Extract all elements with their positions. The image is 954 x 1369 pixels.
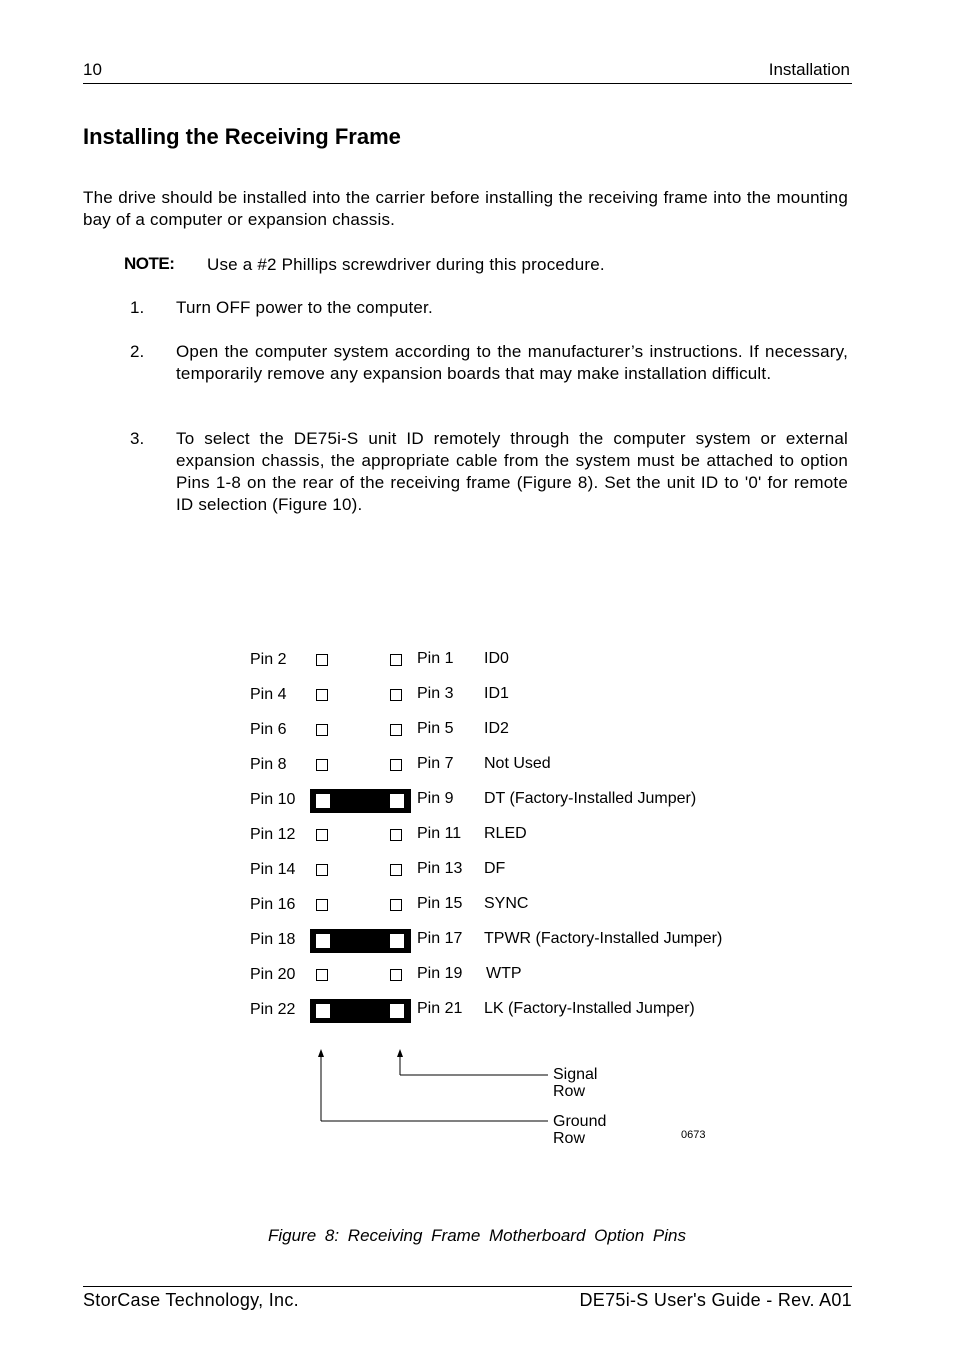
pin-function: RLED [484,825,527,842]
pin-label-ground: Pin 12 [250,826,296,843]
step-number: 2. [130,342,145,361]
note-label: NOTE: [124,254,175,273]
pin-label-signal: Pin 7 [417,755,454,772]
pin-label-signal: Pin 13 [417,860,463,877]
pin-function: WTP [486,965,522,982]
pin-label-ground: Pin 8 [250,756,287,773]
pin-label-signal: Pin 11 [417,825,462,842]
footer-doc-title: DE75i-S User's Guide - Rev. A01 [579,1290,852,1310]
pin-function: ID1 [484,685,509,702]
pin-label-ground: Pin 10 [250,791,296,808]
pin-label-signal: Pin 5 [417,720,454,737]
pin-function: LK (Factory-Installed Jumper) [484,1000,695,1017]
pin-function: SYNC [484,895,529,912]
pin-function: TPWR (Factory-Installed Jumper) [484,930,723,947]
pin-label-ground: Pin 16 [250,896,296,913]
pin-label-ground: Pin 6 [250,721,287,738]
section-title: Installation [768,60,850,79]
pin-label-signal: Pin 15 [417,895,463,912]
signal-row-arrow [397,1049,548,1075]
pin-label-ground: Pin 18 [250,931,296,948]
ground-row-arrow [318,1049,548,1121]
pin-label-signal: Pin 17 [417,930,463,947]
note-text: Use a #2 Phillips screwdriver during this procedure. [207,255,605,274]
pin-label-ground: Pin 4 [250,686,287,703]
step-text: Turn OFF power to the computer. [176,298,433,317]
pin-function: DF [484,860,506,877]
step-text: Open the computer system according to the manufacturer’s instructions. If necessary, temporarily remove any expansion boards that may make installation difficult. [176,342,848,383]
pin-function: ID0 [484,650,509,667]
step-text: To select the DE75i-S unit ID remotely through the computer system or external expansion chassis, the appropriate cable from the system must be attached to option Pins 1-8 on the rear of the receiving frame (Figure 8). Set the unit ID to '0' for remote ID selection (Figure 10). [176,429,848,514]
footer-company: StorCase Technology, Inc. [83,1290,299,1310]
figure-caption: Figure 8: Receiving Frame Motherboard Option Pins [267,1226,686,1245]
footer-rule [83,1286,852,1287]
pin-function: DT (Factory-Installed Jumper) [484,790,697,807]
pin-label-signal: Pin 9 [417,790,454,807]
pin-label-ground: Pin 20 [250,966,296,983]
intro-paragraph: The drive should be installed into the carrier before installing the receiving frame into the mounting bay of a computer or expansion chassis. [83,188,848,229]
pin-label-ground: Pin 22 [250,1001,296,1018]
figure-code: 0673 [681,1129,706,1141]
page-number: 10 [83,60,102,79]
pin-function: Not Used [484,755,551,772]
pin-label-signal: Pin 21 [417,1000,463,1017]
pin-label-signal: Pin 1 [417,650,454,667]
pin-label-ground: Pin 14 [250,861,296,878]
ground-row-label: Ground Row [553,1113,607,1147]
pin-function: ID2 [484,720,509,737]
pin-label-signal: Pin 19 [417,965,463,982]
step-number: 3. [130,429,145,448]
step-number: 1. [130,298,145,317]
pin-label-signal: Pin 3 [417,685,454,702]
signal-row-label: Signal Row [553,1066,598,1100]
page-title: Installing the Receiving Frame [83,124,401,149]
pin-label-ground: Pin 2 [250,651,287,668]
